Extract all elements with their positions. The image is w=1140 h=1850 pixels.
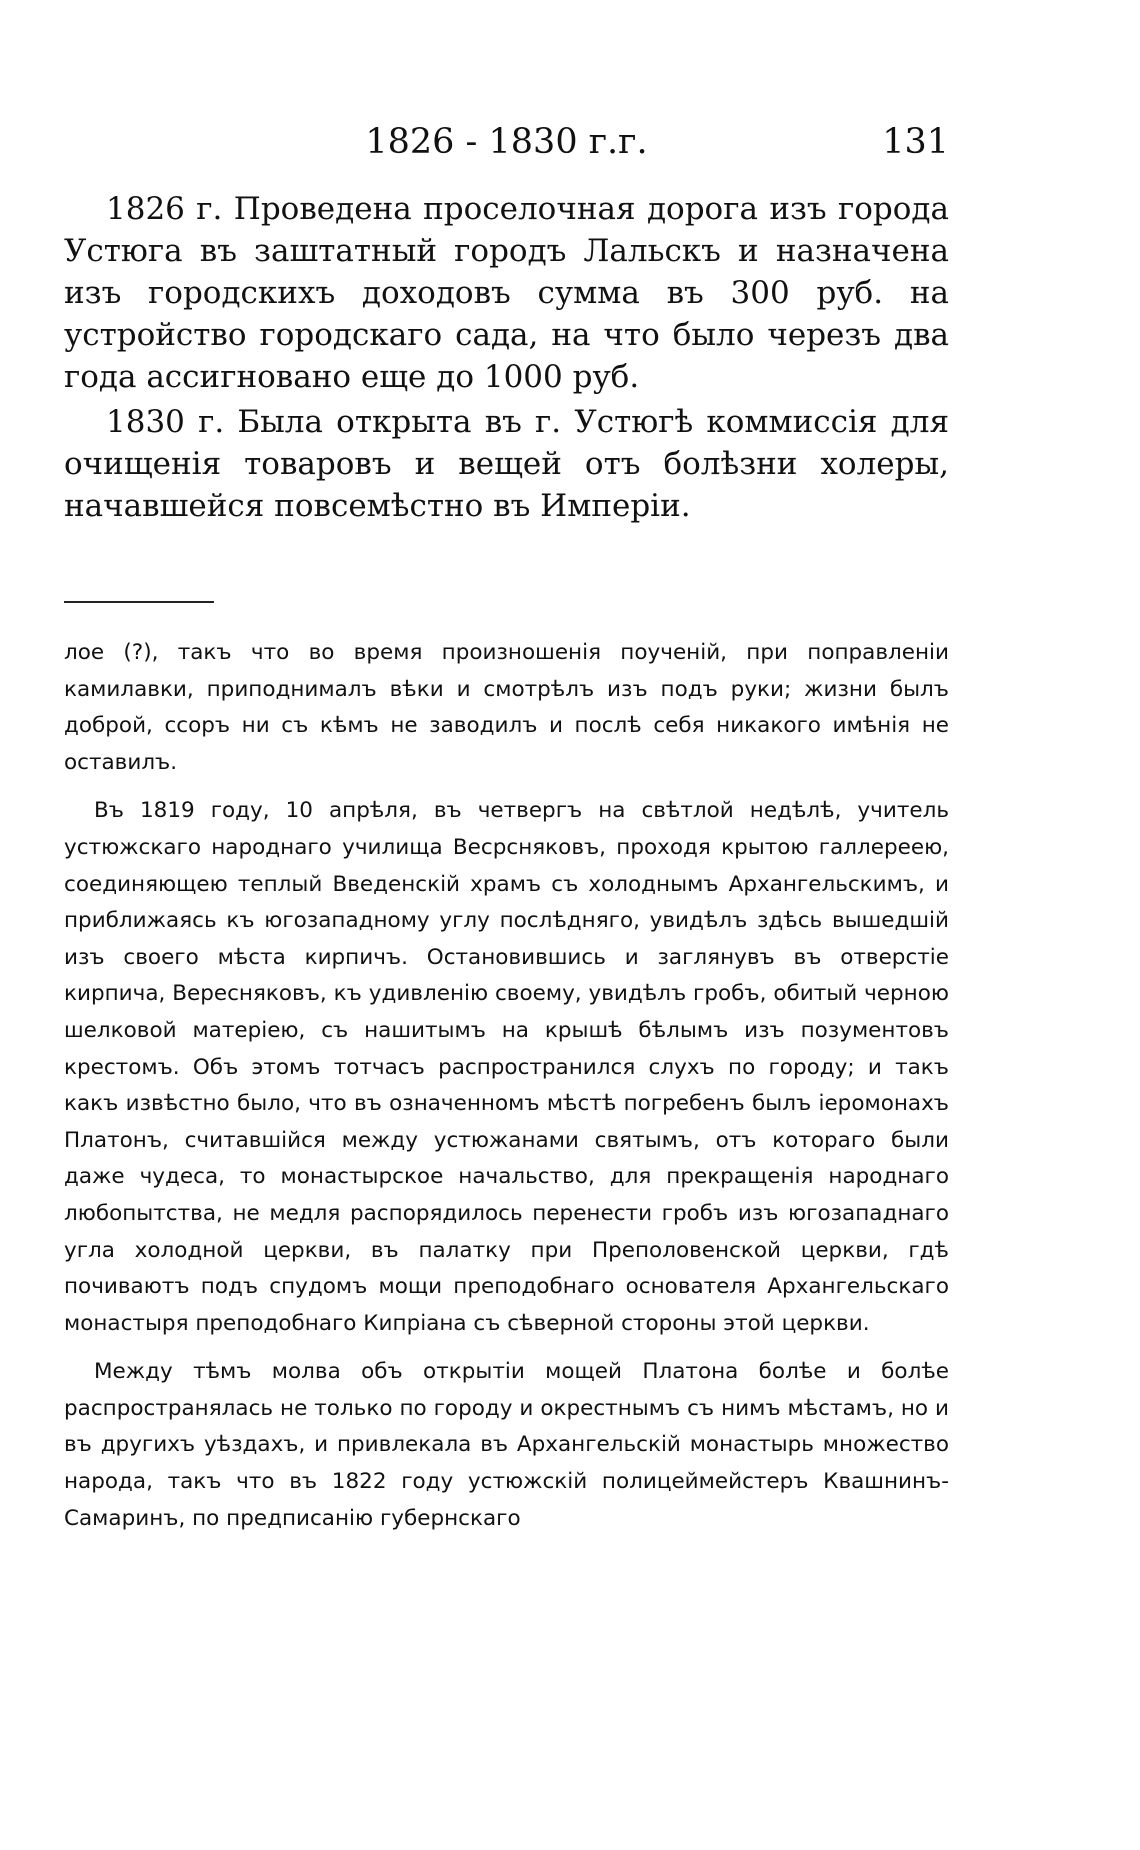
running-title: 1826 - 1830 г.г. <box>365 122 648 162</box>
footnote-paragraph-continued: лое (?), такъ что во время произношенія поученій, при поправленіи камилавки, приподнималъ вѣки и смотрѣлъ изъ подъ руки; жизни былъ доброй, ссоръ ни съ кѣмъ не заводилъ и послѣ себя никакого имѣнія не оставилъ. <box>64 640 949 775</box>
footnote-divider <box>64 601 214 603</box>
footnote-paragraph-1819: Въ 1819 году, 10 апрѣля, въ четвергъ на свѣтлой недѣлѣ, учитель устюжскаго народнаго училища Весрсняковъ, проходя крытою галлереею, соединяющею теплый Введенскій храмъ съ холоднымъ Архангельскимъ, и приближаясь къ югозападному углу послѣдняго, увидѣлъ здѣсь вышедшій изъ своего мѣста кирпичъ. Остановившись и заглянувъ въ отверстіе кирпича, Вересняковъ, къ удивленію своему, увидѣлъ гробъ, обитый черною шелковой матеріею, съ нашитымъ на крышѣ бѣлымъ изъ позументовъ крестомъ. Объ этомъ тотчасъ распространился слухъ по городу; и такъ какъ извѣстно было, что въ означенномъ мѣстѣ погребенъ былъ іеромонахъ Платонъ, считавшійся между устюжанами святымъ, отъ котораго были даже чудеса, то монастырское начальство, для прекращенія народнаго любопытства, не медля распорядилось перенести гробъ изъ югозападнаго угла холодной церкви, въ палатку при Преполовенской церкви, гдѣ почиваютъ подъ спудомъ мощи преподобнаго основателя Архангельскаго монастыря преподобнаго Кипріана съ сѣверной стороны этой церкви. <box>64 798 949 1336</box>
page-header <box>64 122 949 172</box>
footnote-paragraph-rumor: Между тѣмъ молва объ открытіи мощей Платона болѣе и болѣе распространялась не только по городу и окрестнымъ съ нимъ мѣстамъ, но и въ другихъ уѣздахъ, и привлекала въ Архангельскій монастырь множество народа, такъ что въ 1822 году устюжскій полицеймейстеръ Квашнинъ-Самаринъ, по предписанію губернскаго <box>64 1359 949 1531</box>
footnote <box>64 635 949 1537</box>
paragraph-1826: 1826 г. Проведена проселочная дорога изъ города Устюга въ заштатный городъ Лальскъ и назначена изъ городскихъ доходовъ сумма въ 300 руб. на устройство городскаго сада, на что было черезъ два года ассигновано еще до 1000 руб. <box>64 191 949 395</box>
paragraph-1830: 1830 г. Была открыта въ г. Устюгѣ коммиссія для очищенія товаровъ и вещей отъ болѣзни холеры, начавшейся повсемѣстно въ Имперіи. <box>64 404 949 524</box>
page-number: 131 <box>882 122 949 162</box>
main-text <box>64 188 949 530</box>
